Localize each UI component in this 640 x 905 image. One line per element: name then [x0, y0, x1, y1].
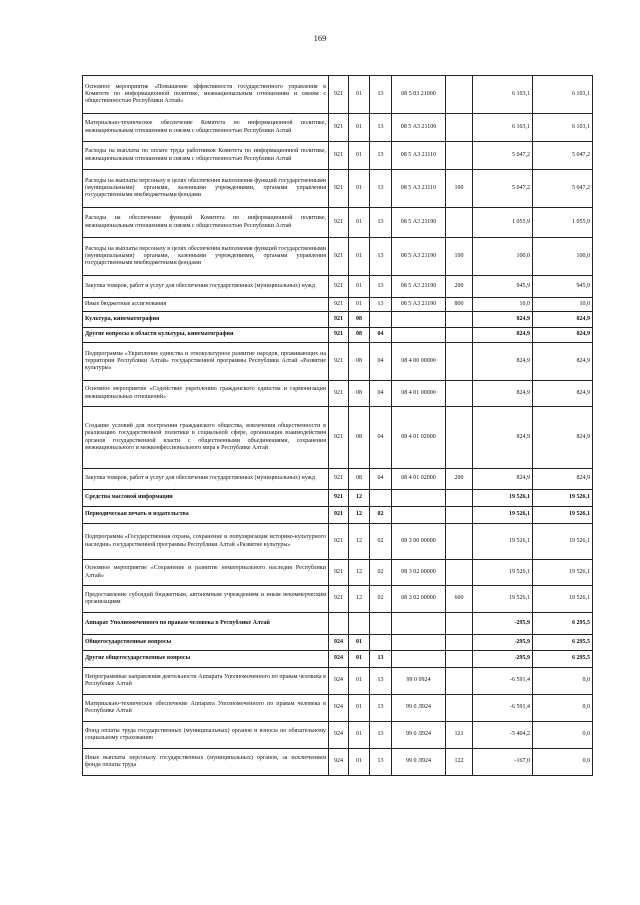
- cell-amount-2: 100,0: [533, 238, 593, 276]
- cell-expense-type: [446, 651, 473, 668]
- cell-name: Периодическая печать и издательства: [83, 507, 329, 524]
- table-row: [83, 635, 593, 651]
- cell-target: 08 4 00 00000: [392, 343, 446, 381]
- table-row: [83, 381, 593, 407]
- cell-subsection: 02: [370, 507, 392, 524]
- cell-name: Закупка товаров, работ и услуг для обеспечения государственных (муниципальных) нужд: [83, 469, 329, 490]
- cell-ministry: 921: [329, 560, 349, 586]
- cell-subsection: 13: [370, 76, 392, 114]
- cell-section: 01: [349, 276, 370, 298]
- cell-subsection: 13: [370, 651, 392, 668]
- cell-amount-1: -5 404,2: [473, 722, 533, 749]
- cell-target: 08 4 01 02000: [392, 469, 446, 490]
- cell-section: 01: [349, 298, 370, 312]
- cell-section: 01: [349, 238, 370, 276]
- table-row: [83, 276, 593, 298]
- cell-subsection: [370, 490, 392, 507]
- cell-amount-1: 945,9: [473, 276, 533, 298]
- cell-name: Подпрограмма «Государственная охрана, сохранение и популяризация историко-культурного наследия» государственной программы Республики Алтай «Развитие культуры»: [83, 524, 329, 560]
- cell-subsection: 13: [370, 170, 392, 208]
- cell-name: Основное мероприятие «Содействие укреплению гражданского единства и гармонизации межнациональных отношений»: [83, 381, 329, 407]
- cell-expense-type: [446, 560, 473, 586]
- cell-ministry: 924: [329, 749, 349, 776]
- cell-section: 08: [349, 328, 370, 343]
- cell-amount-1: 5 047,2: [473, 170, 533, 208]
- cell-amount-1: -167,0: [473, 749, 533, 776]
- cell-target: 99 0 Л924: [392, 749, 446, 776]
- cell-name: Общегосударственные вопросы: [83, 635, 329, 651]
- cell-name: Расходы на выплаты персоналу в целях обеспечения выполнения функций государственными (муниципальными) органами, казенными учреждениями, органами управления государственными внебюджетными фондами: [83, 170, 329, 208]
- cell-ministry: 921: [329, 469, 349, 490]
- cell-name: Культура, кинематография: [83, 312, 329, 328]
- cell-subsection: 13: [370, 142, 392, 170]
- cell-section: 08: [349, 312, 370, 328]
- cell-name: Предоставление субсидий бюджетным, автономным учреждениям и иным некоммерческим организациям: [83, 586, 329, 613]
- cell-expense-type: [446, 312, 473, 328]
- cell-subsection: 13: [370, 238, 392, 276]
- cell-section: 01: [349, 668, 370, 695]
- cell-section: 08: [349, 407, 370, 469]
- cell-amount-2: 1 055,9: [533, 208, 593, 238]
- budget-table: [82, 75, 593, 776]
- cell-amount-1: 1 055,9: [473, 208, 533, 238]
- cell-ministry: 921: [329, 76, 349, 114]
- cell-ministry: 924: [329, 635, 349, 651]
- cell-section: 01: [349, 635, 370, 651]
- cell-expense-type: [446, 490, 473, 507]
- cell-name: Иные бюджетные ассигнования: [83, 298, 329, 312]
- cell-expense-type: 200: [446, 469, 473, 490]
- cell-name: Расходы на выплаты персоналу в целях обеспечения выполнения функций государственными (муниципальными) органами, казенными учреждениями, органами управления государственными внебюджетными фондами: [83, 238, 329, 276]
- cell-target: 08 3 02 00000: [392, 586, 446, 613]
- cell-expense-type: [446, 114, 473, 142]
- cell-target: [392, 651, 446, 668]
- cell-amount-1: 10,0: [473, 298, 533, 312]
- cell-name: Расходы на обеспечение функций Комитета по информационной политике, межнациональным отношениям и связям с общественностью Республики Алтай: [83, 208, 329, 238]
- cell-ministry: 924: [329, 722, 349, 749]
- cell-amount-2: 0,0: [533, 722, 593, 749]
- cell-ministry: 921: [329, 490, 349, 507]
- cell-amount-1: 100,0: [473, 238, 533, 276]
- table-row: [83, 668, 593, 695]
- cell-amount-2: 6 103,1: [533, 114, 593, 142]
- cell-amount-1: 824,9: [473, 469, 533, 490]
- table-row: [83, 722, 593, 749]
- cell-name: Основное мероприятие «Повышение эффективности государственного управления в Комитете по информационной политике, межнациональным отношениям и связям с общественностью Республики Алтай»: [83, 76, 329, 114]
- cell-amount-1: 824,9: [473, 312, 533, 328]
- cell-target: 08 5 А3 21190: [392, 238, 446, 276]
- cell-expense-type: [446, 328, 473, 343]
- cell-section: 01: [349, 142, 370, 170]
- cell-target: [392, 490, 446, 507]
- cell-expense-type: [446, 76, 473, 114]
- cell-target: 08 4 01 00000: [392, 381, 446, 407]
- cell-amount-1: 824,9: [473, 407, 533, 469]
- cell-section: 01: [349, 651, 370, 668]
- cell-subsection: [370, 635, 392, 651]
- table-row: [83, 490, 593, 507]
- cell-section: 12: [349, 586, 370, 613]
- cell-amount-1: 19 526,1: [473, 560, 533, 586]
- cell-amount-1: 19 526,1: [473, 524, 533, 560]
- table-row: [83, 343, 593, 381]
- cell-ministry: 921: [329, 507, 349, 524]
- cell-subsection: 13: [370, 668, 392, 695]
- cell-amount-2: 5 047,2: [533, 170, 593, 208]
- cell-amount-2: 5 047,2: [533, 142, 593, 170]
- table-row: [83, 142, 593, 170]
- cell-amount-2: 10,0: [533, 298, 593, 312]
- cell-expense-type: 600: [446, 586, 473, 613]
- cell-target: 99 0 Л924: [392, 722, 446, 749]
- cell-ministry: 921: [329, 407, 349, 469]
- cell-expense-type: [446, 142, 473, 170]
- cell-amount-1: 19 526,1: [473, 490, 533, 507]
- cell-expense-type: 122: [446, 749, 473, 776]
- table-row: [83, 613, 593, 635]
- cell-subsection: 02: [370, 560, 392, 586]
- cell-subsection: [370, 613, 392, 635]
- cell-ministry: 921: [329, 312, 349, 328]
- cell-subsection: 02: [370, 586, 392, 613]
- cell-ministry: 921: [329, 276, 349, 298]
- table-row: [83, 469, 593, 490]
- cell-ministry: 921: [329, 238, 349, 276]
- cell-name: Подпрограмма «Укрепление единства и этнокультурное развитие народов, проживающих на территории Республики Алтай» государственной программы Республики Алтай «Развитие культуры»: [83, 343, 329, 381]
- cell-expense-type: 800: [446, 298, 473, 312]
- cell-section: 08: [349, 469, 370, 490]
- cell-amount-2: 0,0: [533, 749, 593, 776]
- table-row: [83, 524, 593, 560]
- cell-target: 99 0 0924: [392, 668, 446, 695]
- cell-expense-type: [446, 635, 473, 651]
- cell-name: Иные выплаты персоналу государственных (муниципальных) органов, за исключением фонда оплаты труда: [83, 749, 329, 776]
- cell-section: 01: [349, 749, 370, 776]
- cell-amount-2: 824,9: [533, 381, 593, 407]
- table-row: [83, 407, 593, 469]
- cell-name: Материально-техническое обеспечение Аппарата Уполномоченного по правам человека в Республике Алтай: [83, 695, 329, 722]
- cell-target: 08 4 01 02000: [392, 407, 446, 469]
- cell-subsection: 04: [370, 381, 392, 407]
- cell-expense-type: [446, 343, 473, 381]
- cell-amount-1: 824,9: [473, 328, 533, 343]
- cell-target: [392, 507, 446, 524]
- cell-amount-1: 824,9: [473, 381, 533, 407]
- table-row: [83, 76, 593, 114]
- table-row: [83, 170, 593, 208]
- cell-amount-2: 6 295,5: [533, 651, 593, 668]
- table-row: [83, 114, 593, 142]
- cell-ministry: 921: [329, 114, 349, 142]
- cell-amount-2: 19 526,1: [533, 560, 593, 586]
- cell-expense-type: [446, 613, 473, 635]
- cell-target: 99 0 Л924: [392, 695, 446, 722]
- cell-amount-1: 6 103,1: [473, 114, 533, 142]
- cell-ministry: 921: [329, 298, 349, 312]
- cell-ministry: 921: [329, 328, 349, 343]
- cell-subsection: 13: [370, 208, 392, 238]
- cell-subsection: 13: [370, 749, 392, 776]
- cell-section: 01: [349, 114, 370, 142]
- table-row: [83, 560, 593, 586]
- cell-target: 08 5 А3 21190: [392, 298, 446, 312]
- table-row: [83, 586, 593, 613]
- table-row: [83, 312, 593, 328]
- cell-ministry: 924: [329, 695, 349, 722]
- table-row: [83, 749, 593, 776]
- cell-amount-2: 0,0: [533, 695, 593, 722]
- cell-section: 12: [349, 507, 370, 524]
- cell-expense-type: [446, 524, 473, 560]
- page-number: 169: [313, 33, 327, 43]
- cell-amount-2: 824,9: [533, 469, 593, 490]
- cell-subsection: 04: [370, 469, 392, 490]
- cell-amount-1: -6 591,4: [473, 668, 533, 695]
- cell-subsection: 04: [370, 407, 392, 469]
- cell-target: 08 5 А3 21190: [392, 276, 446, 298]
- table-row: [83, 208, 593, 238]
- cell-section: 08: [349, 343, 370, 381]
- cell-target: [392, 635, 446, 651]
- cell-section: [349, 613, 370, 635]
- cell-target: [392, 312, 446, 328]
- cell-amount-2: 6 103,1: [533, 76, 593, 114]
- table-row: [83, 298, 593, 312]
- cell-ministry: [329, 613, 349, 635]
- cell-expense-type: 121: [446, 722, 473, 749]
- cell-amount-1: 19 526,1: [473, 586, 533, 613]
- cell-subsection: 13: [370, 276, 392, 298]
- cell-amount-1: 6 103,1: [473, 76, 533, 114]
- cell-subsection: 13: [370, 114, 392, 142]
- cell-section: 12: [349, 560, 370, 586]
- cell-subsection: 04: [370, 343, 392, 381]
- cell-target: 08 3 02 00000: [392, 560, 446, 586]
- cell-ministry: 921: [329, 381, 349, 407]
- cell-amount-1: -295,9: [473, 613, 533, 635]
- cell-subsection: 13: [370, 298, 392, 312]
- cell-name: Другие вопросы в области культуры, кинематографии: [83, 328, 329, 343]
- cell-amount-1: -295,9: [473, 635, 533, 651]
- cell-ministry: 924: [329, 668, 349, 695]
- cell-amount-1: -295,9: [473, 651, 533, 668]
- cell-amount-2: 824,9: [533, 328, 593, 343]
- table-row: [83, 651, 593, 668]
- table-row: [83, 507, 593, 524]
- cell-name: Создание условий для построения гражданского общества, вовлечения общественности в реализацию государственной политики в социальной сфере, организация взаимодействия органов государственной власти с общественными объединениями, сохранения межнационального и межконфессионального мира в Республике Алтай: [83, 407, 329, 469]
- cell-amount-1: 824,9: [473, 343, 533, 381]
- cell-section: 01: [349, 695, 370, 722]
- cell-target: 08 5 А3 21110: [392, 142, 446, 170]
- cell-target: 08 5 А3 21100: [392, 114, 446, 142]
- cell-subsection: 13: [370, 695, 392, 722]
- cell-ministry: 921: [329, 170, 349, 208]
- cell-name: Закупка товаров, работ и услуг для обеспечения государственных (муниципальных) нужд: [83, 276, 329, 298]
- cell-name: Другие общегосударственные вопросы: [83, 651, 329, 668]
- cell-section: 01: [349, 208, 370, 238]
- cell-amount-2: 6 295,5: [533, 635, 593, 651]
- cell-ministry: 921: [329, 208, 349, 238]
- cell-expense-type: 100: [446, 238, 473, 276]
- cell-ministry: 924: [329, 651, 349, 668]
- cell-expense-type: [446, 668, 473, 695]
- table-row: [83, 328, 593, 343]
- cell-target: 08 5 А3 21190: [392, 208, 446, 238]
- cell-amount-2: 19 526,1: [533, 524, 593, 560]
- cell-section: 12: [349, 524, 370, 560]
- cell-name: Материально-техническое обеспечение Комитета по информационной политике, межнациональным отношениям и связям с общественностью Республики Алтай: [83, 114, 329, 142]
- cell-target: 08 5 А3 21110: [392, 170, 446, 208]
- cell-name: Основное мероприятие «Сохранение и развитие нематериального наследия Республики Алтай»: [83, 560, 329, 586]
- cell-expense-type: [446, 695, 473, 722]
- cell-target: [392, 328, 446, 343]
- cell-expense-type: [446, 407, 473, 469]
- cell-ministry: 921: [329, 524, 349, 560]
- cell-section: 01: [349, 722, 370, 749]
- cell-target: 08 3 00 00000: [392, 524, 446, 560]
- cell-amount-2: 945,9: [533, 276, 593, 298]
- cell-amount-2: 19 526,1: [533, 507, 593, 524]
- cell-name: Аппарат Уполномоченного по правам человека в Республике Алтай: [83, 613, 329, 635]
- table-row: [83, 695, 593, 722]
- cell-ministry: 921: [329, 142, 349, 170]
- cell-expense-type: [446, 507, 473, 524]
- cell-name: Непрограммные направления деятельности Аппарата Уполномоченного по правам человека в Республике Алтай: [83, 668, 329, 695]
- table-row: [83, 238, 593, 276]
- cell-name: Средства массовой информации: [83, 490, 329, 507]
- cell-target: 08 5 03 21000: [392, 76, 446, 114]
- cell-section: 01: [349, 170, 370, 208]
- cell-section: 12: [349, 490, 370, 507]
- cell-subsection: 02: [370, 524, 392, 560]
- cell-amount-2: 824,9: [533, 407, 593, 469]
- cell-expense-type: 100: [446, 170, 473, 208]
- cell-ministry: 921: [329, 586, 349, 613]
- cell-amount-1: -6 591,4: [473, 695, 533, 722]
- cell-target: [392, 613, 446, 635]
- cell-expense-type: [446, 208, 473, 238]
- cell-amount-2: 824,9: [533, 343, 593, 381]
- cell-name: Фонд оплаты труда государственных (муниципальных) органов и взносы по обязательному социальному страхованию: [83, 722, 329, 749]
- cell-amount-2: 824,9: [533, 312, 593, 328]
- cell-subsection: 13: [370, 722, 392, 749]
- cell-name: Расходы на выплаты по оплате труда работников Комитета по информационной политике, межнациональным отношениям и связям с общественностью Республики Алтай: [83, 142, 329, 170]
- cell-amount-1: 5 047,2: [473, 142, 533, 170]
- cell-section: 08: [349, 381, 370, 407]
- cell-expense-type: 200: [446, 276, 473, 298]
- cell-amount-1: 19 526,1: [473, 507, 533, 524]
- cell-amount-2: 19 526,1: [533, 586, 593, 613]
- cell-subsection: [370, 312, 392, 328]
- cell-subsection: 04: [370, 328, 392, 343]
- cell-section: 01: [349, 76, 370, 114]
- cell-amount-2: 19 526,1: [533, 490, 593, 507]
- cell-amount-2: 0,0: [533, 668, 593, 695]
- cell-expense-type: [446, 381, 473, 407]
- cell-amount-2: 6 295,5: [533, 613, 593, 635]
- cell-ministry: 921: [329, 343, 349, 381]
